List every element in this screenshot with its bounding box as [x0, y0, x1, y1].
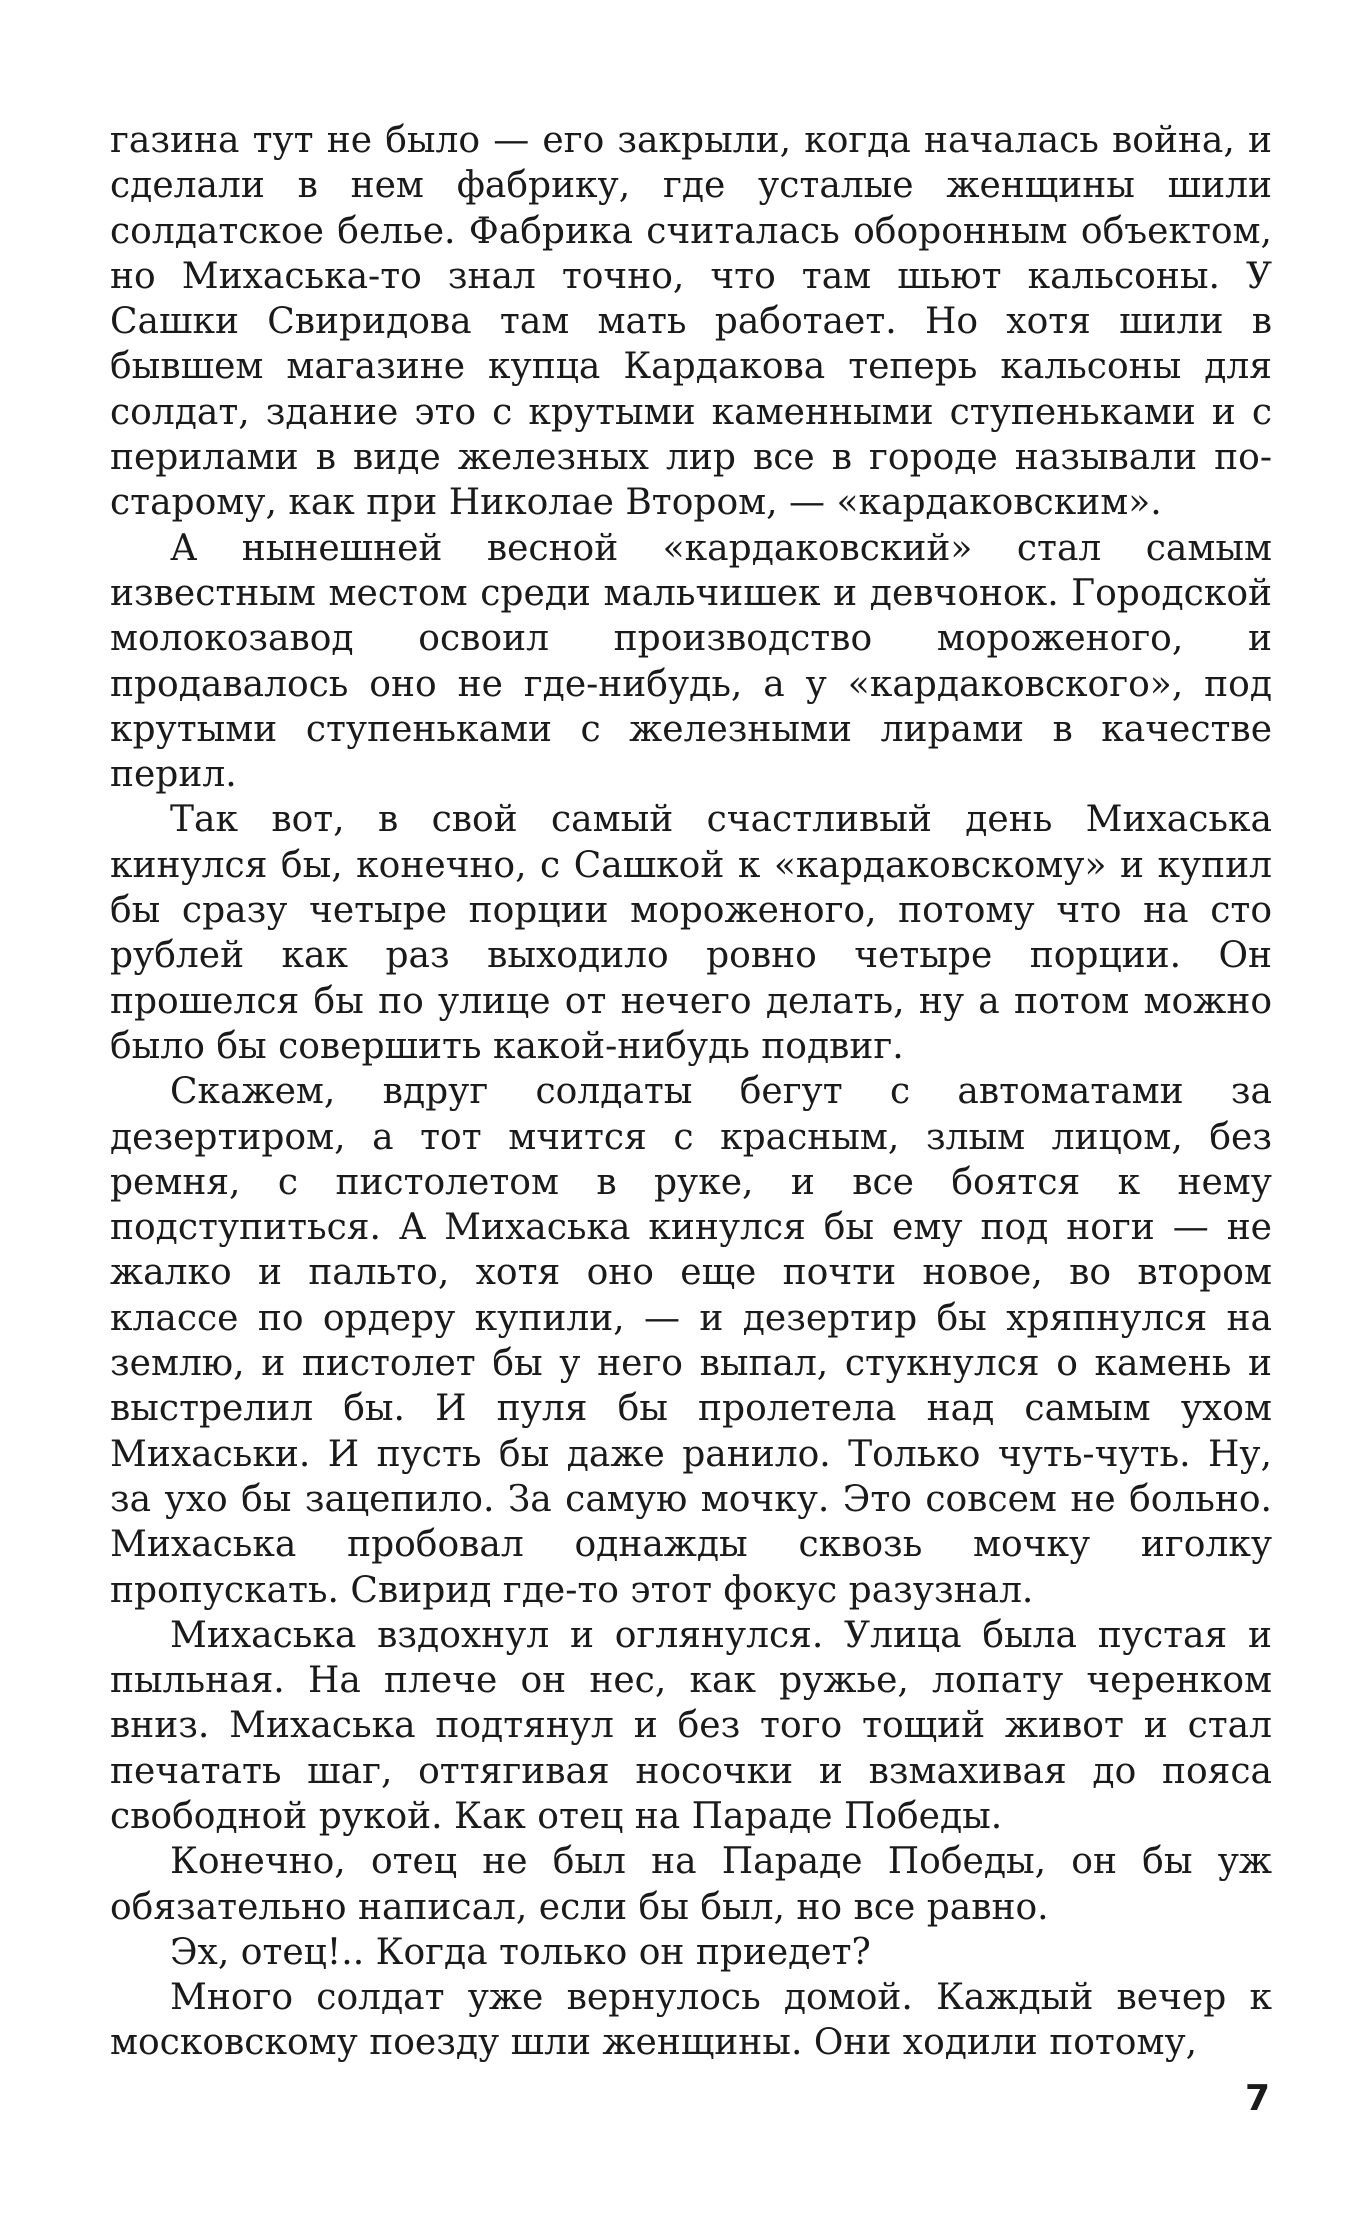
paragraph-1: газина тут не было — его закрыли, когда началась война, и сделали в нем фабрику, где усталые женщины шили солдатское белье. Фабрика считалась оборонным объектом, но Михаська-то знал точно, что там шьют кальсоны. У Сашки Свиридова там мать работает. Но хотя шили в бывшем магазине купца Кардакова теперь кальсоны для солдат, здание это с крутыми каменными ступеньками и с перилами в виде железных лир все в городе называли по-старому, как при Николае Втором, — «кардаковским».	[110, 120, 1272, 524]
paragraph-4: Скажем, вдруг солдаты бегут с автоматами за дезертиром, а тот мчится с красным, злым лицом, без ремня, с пистолетом в руке, и все боятся к нему подступиться. А Михаська кинулся бы ему под ноги — не жалко и пальто, хотя оно еще почти новое, во втором классе по ордеру купили, — и дезертир бы хряпнулся на землю, и пистолет бы у него выпал, стукнулся о камень и выстрелил бы. И пуля бы пролетела над самым ухом Михаськи. И пусть бы даже ранило. Только чуть-чуть. Ну, за ухо бы зацепило. За самую мочку. Это совсем не больно. Михаська пробовал однажды сквозь мочку иголку пропускать. Свирид где-то этот фокус разузнал.	[110, 1071, 1272, 1611]
paragraph-3: Так вот, в свой самый счастливый день Михаська кинулся бы, конечно, с Сашкой к «кардаковскому» и купил бы сразу четыре порции мороженого, потому что на сто рублей как раз выходило ровно четыре порции. Он прошелся бы по улице от нечего делать, ну а потом можно было бы совершить какой-нибудь подвиг.	[110, 799, 1272, 1067]
paragraph-8: Много солдат уже вернулось домой. Каждый вечер к московскому поезду шли женщины. Они ходили потому,	[110, 1977, 1272, 2064]
paragraph-7: Эх, отец!.. Когда только он приедет?	[170, 1931, 871, 1973]
paragraph-2: А нынешней весной «кардаковский» стал самым известным местом среди мальчишек и девчонок. Городской молокозавод освоил производство мороженого, и продавалось оно не где-нибудь, а у «кардаковского», под крутыми ступеньками с железными лирами в качестве перил.	[110, 527, 1272, 796]
book-page-text	[110, 118, 1272, 2066]
paragraph-6: Конечно, отец не был на Параде Победы, он бы уж обязательно написал, если бы был, но все равно.	[110, 1841, 1272, 1928]
page-number: 7	[1244, 2078, 1270, 2119]
paragraph-5: Михаська вздохнул и оглянулся. Улица была пустая и пыльная. На плече он нес, как ружье, лопату черенком вниз. Михаська подтянул и без того тощий живот и стал печатать шаг, оттягивая носочки и взмахивая до пояса свободной рукой. Как отец на Параде Победы.	[110, 1614, 1272, 1837]
